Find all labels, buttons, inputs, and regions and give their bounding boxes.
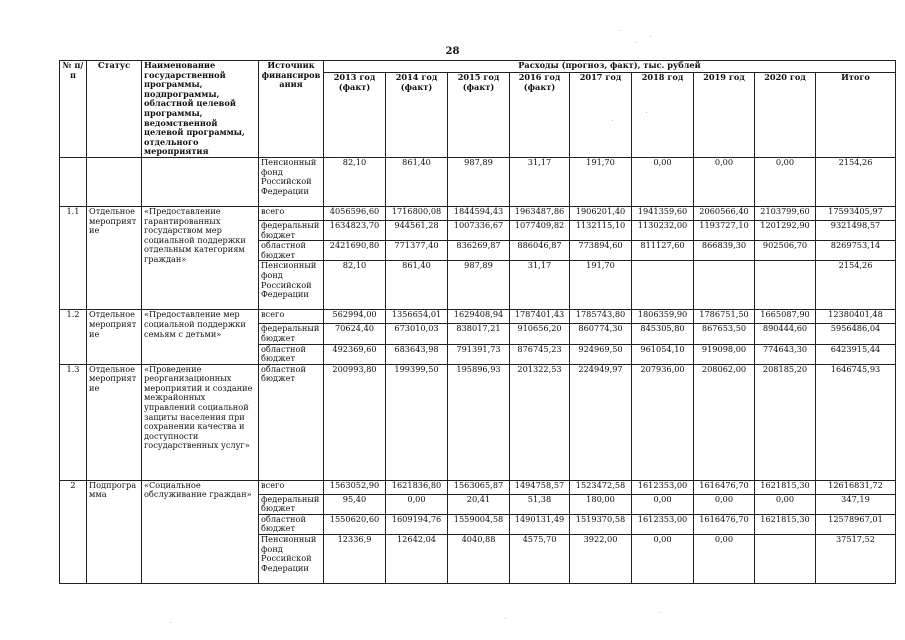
cell-value: 208185,20 (755, 364, 816, 480)
cell-value: 838017,21 (448, 324, 510, 344)
cell-value: 1665087,90 (755, 310, 816, 324)
cell-value: 910656,20 (510, 324, 570, 344)
cell-total: 347,19 (816, 494, 896, 514)
cell-value: 774643,30 (755, 344, 816, 364)
cell-value (755, 261, 816, 310)
cell-value: 0,00 (694, 535, 755, 584)
cell-value: 1523472,58 (570, 480, 632, 494)
cell-value: 12642,04 (386, 535, 448, 584)
header-year: 2020 год (755, 72, 816, 157)
cell-value: 919098,00 (694, 344, 755, 364)
cell-value: 562994,00 (324, 310, 386, 324)
cell-value: 1621815,30 (755, 480, 816, 494)
cell-value: 0,00 (632, 494, 694, 514)
cell-value: 492369,60 (324, 344, 386, 364)
cell-value: 860774,30 (570, 324, 632, 344)
row-source: областной бюджет (259, 514, 324, 534)
cell-total: 8269753,14 (816, 241, 896, 261)
cell-value: 0,00 (694, 494, 755, 514)
row-number: 2 (60, 480, 87, 583)
cell-value: 1193727,10 (694, 220, 755, 240)
cell-value: 1906201,40 (570, 206, 632, 220)
row-number: 1.3 (60, 364, 87, 480)
header-total: Итого (816, 72, 896, 157)
cell-total: 1646745,93 (816, 364, 896, 480)
cell-value: 200993,80 (324, 364, 386, 480)
row-name (142, 157, 259, 206)
table-row (60, 480, 896, 494)
cell-value: 1130232,00 (632, 220, 694, 240)
cell-value: 4575,70 (510, 535, 570, 584)
cell-value: 1941359,60 (632, 206, 694, 220)
table-row (60, 364, 896, 480)
cell-total: 2154,26 (816, 261, 896, 310)
cell-value: 1785743,80 (570, 310, 632, 324)
cell-value: 2421690,80 (324, 241, 386, 261)
row-status: Отдельное мероприятие (87, 364, 142, 480)
cell-value: 31,17 (510, 157, 570, 206)
cell-value: 876745,23 (510, 344, 570, 364)
cell-value: 2060566,40 (694, 206, 755, 220)
cell-value: 836269,87 (448, 241, 510, 261)
cell-total: 12578967,01 (816, 514, 896, 534)
cell-value: 771377,40 (386, 241, 448, 261)
cell-value: 1786751,50 (694, 310, 755, 324)
cell-value: 207936,00 (632, 364, 694, 480)
cell-value: 867653,50 (694, 324, 755, 344)
cell-value: 1356654,01 (386, 310, 448, 324)
row-number (60, 157, 87, 206)
cell-value: 201322,53 (510, 364, 570, 480)
cell-value: 195896,93 (448, 364, 510, 480)
row-status: Подпрограмма (87, 480, 142, 583)
row-source: всего (259, 310, 324, 324)
row-number: 1.1 (60, 206, 87, 309)
budget-table (59, 60, 896, 584)
cell-value: 1563052,90 (324, 480, 386, 494)
header-year: 2017 год (570, 72, 632, 157)
row-status: Отдельное мероприятие (87, 310, 142, 364)
cell-value: 4040,88 (448, 535, 510, 584)
cell-value: 191,70 (570, 157, 632, 206)
cell-value: 1787401,43 (510, 310, 570, 324)
cell-total: 17593405,97 (816, 206, 896, 220)
cell-value: 191,70 (570, 261, 632, 310)
cell-value: 890444,60 (755, 324, 816, 344)
row-name: «Проведение реорганизационных мероприятий и создание межрайонных управлений социальной защиты населения при сохранении качества и доступности государственных услуг» (142, 364, 259, 480)
cell-value: 0,00 (694, 157, 755, 206)
header-year: 2013 год (факт) (324, 72, 386, 157)
row-source: всего (259, 480, 324, 494)
header-source: Источник финансирования (259, 61, 324, 158)
header-expenses: Расходы (прогноз, факт), тыс. рублей (324, 61, 896, 73)
table-row (60, 157, 896, 206)
cell-value: 1559004,58 (448, 514, 510, 534)
cell-value: 987,89 (448, 261, 510, 310)
cell-value: 811127,60 (632, 241, 694, 261)
cell-total: 12380401,48 (816, 310, 896, 324)
cell-value: 1806359,90 (632, 310, 694, 324)
cell-value: 1616476,70 (694, 480, 755, 494)
cell-value: 1077409,82 (510, 220, 570, 240)
cell-value (755, 535, 816, 584)
cell-value: 1612353,00 (632, 480, 694, 494)
cell-value: 0,00 (755, 157, 816, 206)
cell-value: 51,38 (510, 494, 570, 514)
cell-value: 1621836,80 (386, 480, 448, 494)
cell-value: 82,10 (324, 157, 386, 206)
header-year: 2018 год (632, 72, 694, 157)
cell-value: 987,89 (448, 157, 510, 206)
cell-value: 773894,60 (570, 241, 632, 261)
cell-total: 9321498,57 (816, 220, 896, 240)
cell-value: 1716800,08 (386, 206, 448, 220)
page-number: 28 (445, 46, 460, 57)
row-source: Пенсионный фонд Российской Федерации (259, 535, 324, 584)
cell-value: 1519370,58 (570, 514, 632, 534)
cell-value: 683643,98 (386, 344, 448, 364)
cell-value: 4056596,60 (324, 206, 386, 220)
row-status: Отдельное мероприятие (87, 206, 142, 309)
header-year: 2016 год (факт) (510, 72, 570, 157)
row-source: областной бюджет (259, 364, 324, 480)
cell-value: 1629408,94 (448, 310, 510, 324)
cell-value: 861,40 (386, 261, 448, 310)
cell-value (694, 261, 755, 310)
cell-value: 1844594,43 (448, 206, 510, 220)
cell-total: 5956486,04 (816, 324, 896, 344)
header-num: № п/п (60, 61, 87, 158)
cell-value: 791391,73 (448, 344, 510, 364)
row-source: Пенсионный фонд Российской Федерации (259, 157, 324, 206)
cell-value: 924969,50 (570, 344, 632, 364)
cell-value: 861,40 (386, 157, 448, 206)
table-row (60, 206, 896, 220)
cell-value: 1550620,60 (324, 514, 386, 534)
cell-value: 673010,03 (386, 324, 448, 344)
cell-value: 961054,10 (632, 344, 694, 364)
header-year: 2014 год (факт) (386, 72, 448, 157)
cell-value: 1201292,90 (755, 220, 816, 240)
cell-value: 70624,40 (324, 324, 386, 344)
row-name: «Предоставление гарантированных государством мер социальной поддержки отдельным категориям граждан» (142, 206, 259, 309)
cell-value (632, 261, 694, 310)
row-source: Пенсионный фонд Российской Федерации (259, 261, 324, 310)
row-source: областной бюджет (259, 344, 324, 364)
cell-value: 1609194,76 (386, 514, 448, 534)
cell-value: 845305,80 (632, 324, 694, 344)
cell-value: 1612353,00 (632, 514, 694, 534)
cell-value: 1132115,10 (570, 220, 632, 240)
cell-value: 1616476,70 (694, 514, 755, 534)
cell-total: 2154,26 (816, 157, 896, 206)
cell-value: 208062,00 (694, 364, 755, 480)
row-source: всего (259, 206, 324, 220)
cell-value: 1494758,57 (510, 480, 570, 494)
row-name: «Социальное обслуживание граждан» (142, 480, 259, 583)
header-year: 2015 год (факт) (448, 72, 510, 157)
row-source: федеральный бюджет (259, 494, 324, 514)
row-source: областной бюджет (259, 241, 324, 261)
cell-total: 6423915,44 (816, 344, 896, 364)
cell-value: 20,41 (448, 494, 510, 514)
cell-value: 12336,9 (324, 535, 386, 584)
cell-value: 0,00 (632, 157, 694, 206)
cell-value: 886046,87 (510, 241, 570, 261)
cell-value: 866839,30 (694, 241, 755, 261)
cell-value: 199399,50 (386, 364, 448, 480)
cell-value: 2103799,60 (755, 206, 816, 220)
row-number: 1.2 (60, 310, 87, 364)
row-name: «Предоставление мер социальной поддержки семьям с детьми» (142, 310, 259, 364)
cell-value: 95,40 (324, 494, 386, 514)
row-status (87, 157, 142, 206)
table-row (60, 310, 896, 324)
cell-total: 12616831,72 (816, 480, 896, 494)
cell-value: 1007336,67 (448, 220, 510, 240)
cell-value: 902506,70 (755, 241, 816, 261)
cell-value: 1963487,86 (510, 206, 570, 220)
header-year: 2019 год (694, 72, 755, 157)
cell-value: 82,10 (324, 261, 386, 310)
cell-value: 180,00 (570, 494, 632, 514)
cell-value: 1563065,87 (448, 480, 510, 494)
row-source: федеральный бюджет (259, 324, 324, 344)
cell-value: 3922,00 (570, 535, 632, 584)
row-source: федеральный бюджет (259, 220, 324, 240)
header-status: Статус (87, 61, 142, 158)
cell-value: 0,00 (386, 494, 448, 514)
cell-total: 37517,52 (816, 535, 896, 584)
cell-value: 224949,97 (570, 364, 632, 480)
cell-value: 1634823,70 (324, 220, 386, 240)
header-name: Наименование государственной программы, подпрограммы, областной целевой программы, ведомственной целевой программы, отдельного мероприятия (142, 61, 259, 158)
cell-value: 31,17 (510, 261, 570, 310)
cell-value: 0,00 (632, 535, 694, 584)
cell-value: 0,00 (755, 494, 816, 514)
cell-value: 1490131,49 (510, 514, 570, 534)
cell-value: 944561,28 (386, 220, 448, 240)
cell-value: 1621815,30 (755, 514, 816, 534)
